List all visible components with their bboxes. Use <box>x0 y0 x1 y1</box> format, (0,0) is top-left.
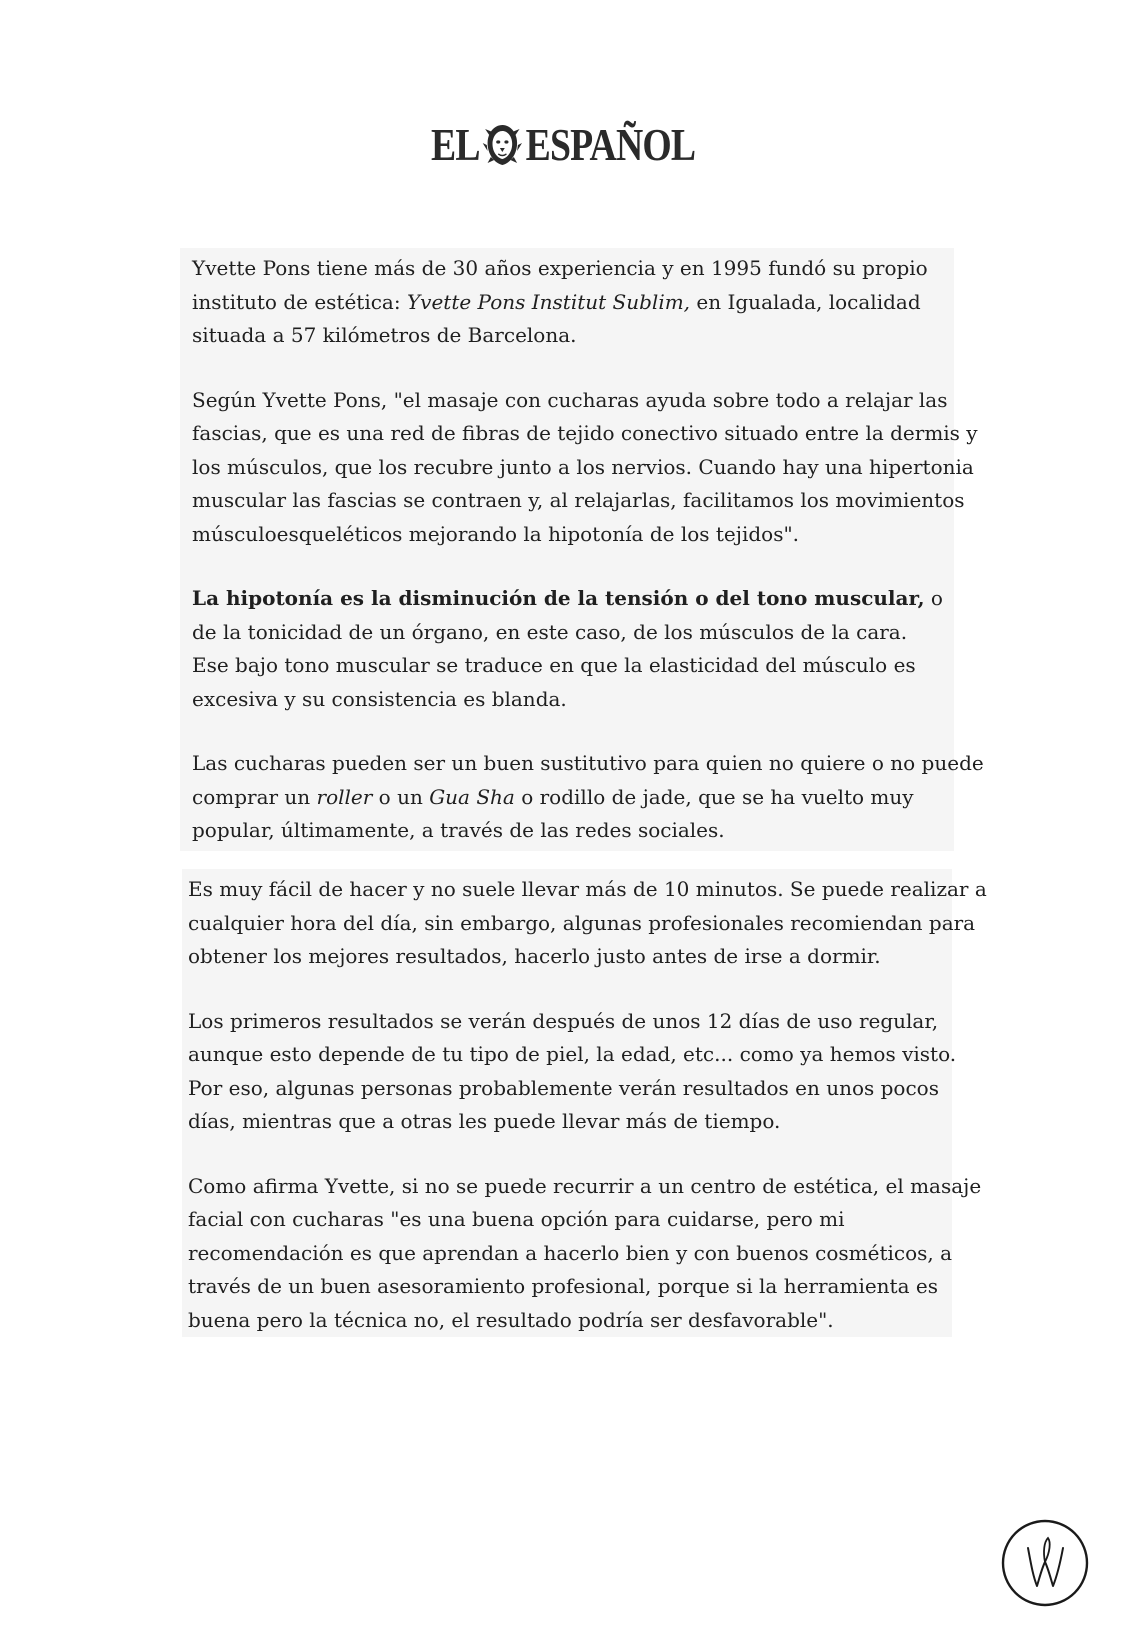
text-run: o <box>924 586 943 610</box>
text-line: los músculos, que los recubre junto a los nervios. Cuando hay una hipertonia <box>192 454 974 479</box>
text-line: Por eso, algunas personas probablemente verán resultados en unos pocos <box>188 1075 939 1100</box>
text-run: o rodillo de jade, que se ha vuelto muy <box>514 784 914 809</box>
w-monogram-logo <box>1000 1518 1090 1608</box>
logo-word-el: EL <box>430 119 480 170</box>
paragraph <box>192 384 978 552</box>
text-line: través de un buen asesoramiento profesional, porque si la herramienta es <box>188 1274 938 1298</box>
paragraph <box>192 582 942 716</box>
text-line <box>192 582 942 616</box>
text-run: o un <box>372 784 430 809</box>
institute-name: Yvette Pons Institut Sublim, <box>406 289 691 314</box>
text-line: facial con cucharas "es una buena opción para cuidarse, pero mi <box>188 1207 845 1231</box>
paragraph <box>192 747 984 848</box>
text-line: Como afirma Yvette, si no se puede recurrir a un centro de estética, el masaje <box>188 1173 982 1198</box>
italic-term: roller <box>316 784 373 809</box>
text-line: cualquier hora del día, sin embargo, algunas profesionales recomiendan para <box>188 910 976 935</box>
text-line: fascias, que es una red de fibras de tejido conectivo situado entre la dermis y <box>192 421 978 445</box>
text-line <box>192 781 942 815</box>
article-section-1 <box>180 248 984 851</box>
paragraph <box>188 873 987 974</box>
text-run: instituto de estética: <box>192 289 407 314</box>
text-line: Según Yvette Pons, "el masaje con cucharas ayuda sobre todo a relajar las <box>192 387 948 412</box>
paragraph <box>188 1170 982 1338</box>
text-line: popular, últimamente, a través de las redes sociales. <box>192 818 725 842</box>
text-line: Es muy fácil de hacer y no suele llevar más de 10 minutos. Se puede realizar a <box>188 877 987 901</box>
paragraph <box>188 1005 957 1139</box>
italic-term: Gua Sha <box>429 784 515 809</box>
article-section-2 <box>182 869 987 1337</box>
text-line: excesiva y su consistencia es blanda. <box>192 686 567 711</box>
text-line: buena pero la técnica no, el resultado podría ser desfavorable". <box>188 1307 834 1332</box>
text-line: Las cucharas pueden ser un buen sustitutivo para quien no quiere o no puede <box>192 751 984 775</box>
text-line: situada a 57 kilómetros de Barcelona. <box>192 323 577 347</box>
el-espanol-logo[interactable] <box>431 118 695 171</box>
lion-head-icon <box>483 121 522 169</box>
text-run: en Igualada, localidad <box>690 289 921 314</box>
text-line <box>192 286 942 320</box>
logo-word-espanol: ESPAÑOL <box>525 119 696 170</box>
text-line: obtener los mejores resultados, hacerlo justo antes de irse a dormir. <box>188 944 881 968</box>
text-line: días, mientras que a otras les puede llevar más de tiempo. <box>188 1109 781 1133</box>
text-line: músculoesqueléticos mejorando la hipotonía de los tejidos". <box>192 521 800 546</box>
paragraph <box>192 252 942 353</box>
text-run: comprar un <box>192 784 317 809</box>
bold-definition: La hipotonía es la disminución de la tensión o del tono muscular, <box>192 586 925 610</box>
text-line: muscular las fascias se contraen y, al relajarlas, facilitamos los movimientos <box>192 488 965 512</box>
text-line: de la tonicidad de un órgano, en este caso, de los músculos de la cara. <box>192 619 908 644</box>
text-line: Ese bajo tono muscular se traduce en que la elasticidad del músculo es <box>192 653 916 677</box>
text-line: Los primeros resultados se verán después de unos 12 días de uso regular, <box>188 1008 939 1033</box>
masthead <box>0 118 1126 171</box>
text-line: Yvette Pons tiene más de 30 años experiencia y en 1995 fundó su propio <box>192 256 928 280</box>
text-line: aunque esto depende de tu tipo de piel, la edad, etc... como ya hemos visto. <box>188 1042 957 1066</box>
text-line: recomendación es que aprendan a hacerlo bien y con buenos cosméticos, a <box>188 1240 953 1265</box>
